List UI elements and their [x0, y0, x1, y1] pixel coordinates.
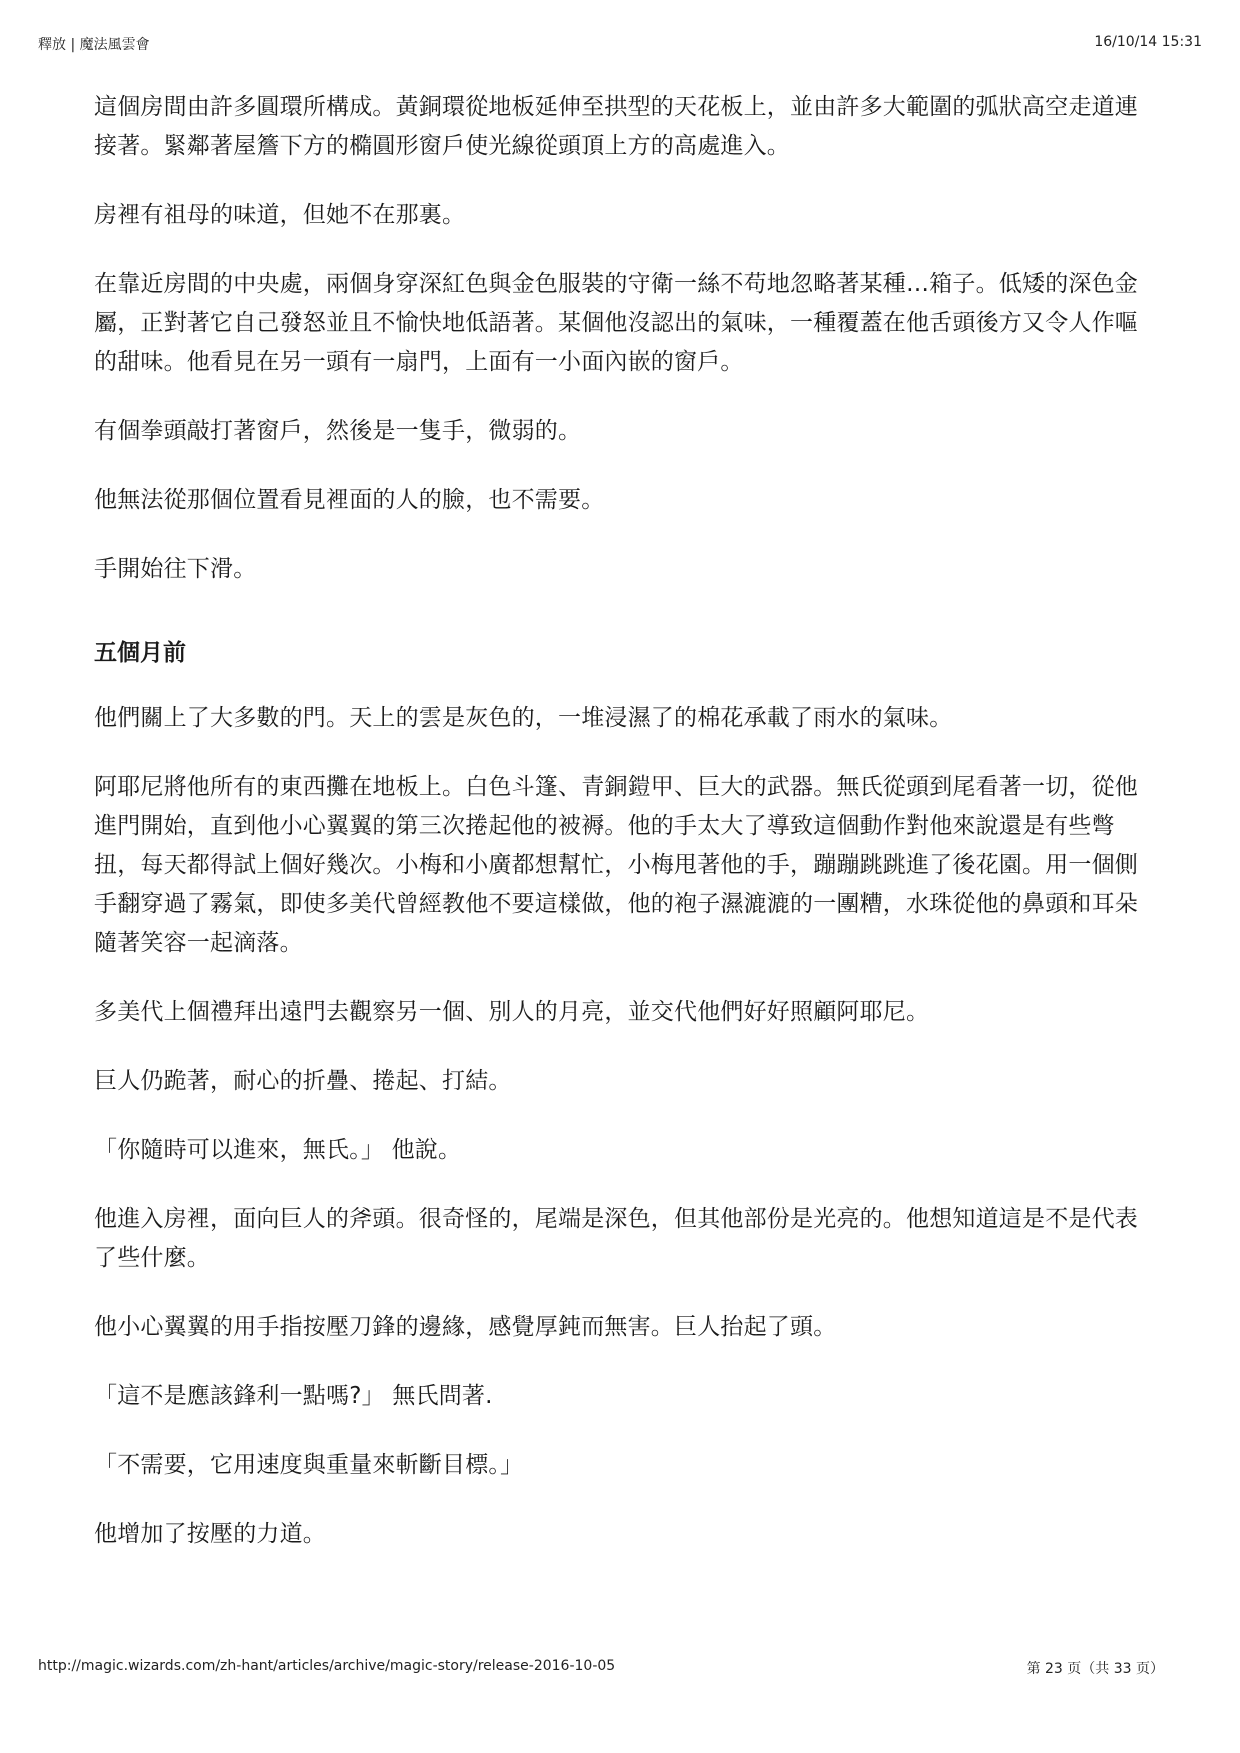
- paragraph: 有個拳頭敲打著窗戶，然後是一隻手，微弱的。: [94, 418, 582, 444]
- paragraph: 在靠近房間的中央處，兩個身穿深紅色與金色服裝的守衛一絲不苟地忽略著某種…箱子。低矮的深色金屬，正對著它自己發怒並且不愉快地低語著。某個他沒認出的氣味，一種覆蓋在他舌頭後方又令人作嘔的甜味。他看見在另一頭有一扇門，上面有一小面內嵌的窗戶。: [94, 271, 1138, 375]
- paragraph: 「不需要，它用速度與重量來斬斷目標。」: [94, 1452, 524, 1478]
- print-footer: [38, 1658, 1202, 1678]
- section-heading: 五個月前: [94, 640, 186, 666]
- page-title: 釋放 | 魔法風雲會: [38, 37, 150, 53]
- article-body: [94, 88, 1144, 1584]
- paragraph: 巨人仍跪著，耐心的折疊、捲起、打結。: [94, 1068, 512, 1094]
- paragraph: 多美代上個禮拜出遠門去觀察另一個、別人的月亮，並交代他們好好照顧阿耶尼。: [94, 999, 930, 1025]
- print-header: [38, 34, 1202, 54]
- paragraph: 他進入房裡，面向巨人的斧頭。很奇怪的，尾端是深色，但其他部份是光亮的。他想知道這是不是代表了些什麼。: [94, 1206, 1138, 1271]
- paragraph: 「這不是應該鋒利一點嗎?」 無氏問著.: [94, 1383, 493, 1409]
- page-indicator: 第 23 页（共 33 页）: [1026, 1661, 1164, 1677]
- paragraph: 他增加了按壓的力道。: [94, 1521, 326, 1547]
- paragraph: 「你隨時可以進來，無氏。」 他說。: [94, 1137, 462, 1163]
- paragraph: 他無法從那個位置看見裡面的人的臉，也不需要。: [94, 487, 605, 513]
- paragraph: 阿耶尼將他所有的東西攤在地板上。白色斗篷、青銅鎧甲、巨大的武器。無氏從頭到尾看著一切，從他進門開始，直到他小心翼翼的第三次捲起他的被褥。他的手太大了導致這個動作對他來說還是有些彆扭，每天都得試上個好幾次。小梅和小廣都想幫忙，小梅甩著他的手，蹦蹦跳跳進了後花園。用一個側手翻穿過了霧氣，即使多美代曾經教他不要這樣做，他的袍子濕漉漉的一團糟，水珠從他的鼻頭和耳朵隨著笑容一起滴落。: [94, 774, 1138, 956]
- paragraph: 手開始往下滑。: [94, 556, 257, 582]
- paragraph: 他們關上了大多數的門。天上的雲是灰色的，一堆浸濕了的棉花承載了雨水的氣味。: [94, 705, 953, 731]
- paragraph: 這個房間由許多圓環所構成。黃銅環從地板延伸至拱型的天花板上，並由許多大範圍的弧狀高空走道連接著。緊鄰著屋簷下方的橢圓形窗戶使光線從頭頂上方的高處進入。: [94, 94, 1138, 159]
- paragraph: 他小心翼翼的用手指按壓刀鋒的邊緣，感覺厚鈍而無害。巨人抬起了頭。: [94, 1314, 837, 1340]
- paragraph: 房裡有祖母的味道，但她不在那裏。: [94, 202, 466, 228]
- source-url: http://magic.wizards.com/zh-hant/articles/archive/magic-story/release-2016-10-05: [38, 1658, 616, 1674]
- print-datetime: 16/10/14 15:31: [1094, 34, 1202, 50]
